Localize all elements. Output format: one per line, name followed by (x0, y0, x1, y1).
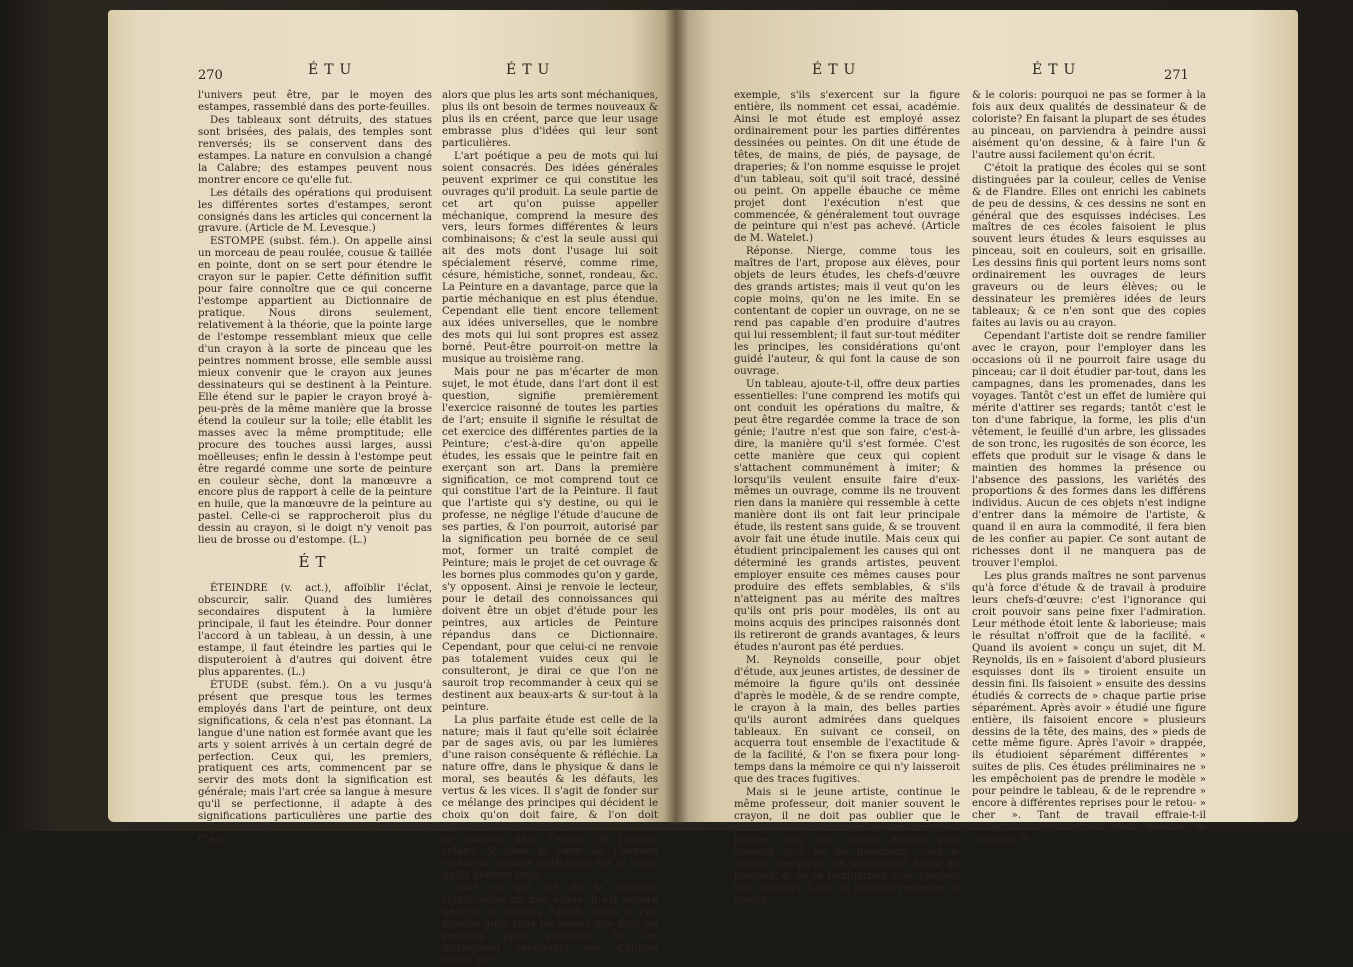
paragraph: exemple, s'ils s'exercent sur la figure entière, ils nomment cet essai, académie. Ainsi le mot étude est employé assez ordinairement pour les parties différentes dessinées ou peintes. On dit une étude de têtes, de mains, de piés, de paysage, de draperies; & l'on nomme esquisse le projet d'un tableau, soit qu'il soit tracé, dessiné ou peint. On appelle ébauche ce même projet dont l'exécution n'est que commencée, & généralement tout ouvrage de peinture qui n'est pas achevé. (Article de M. Watelet.) (734, 90, 960, 245)
paragraph: ÉTEINDRE (v. act.), affoiblir l'éclat, obscurcir, salir. Quand des lumières secondaires disputent à la lumière principale, il faut les éteindre. Pour donner l'accord à un tableau, à un dessin, à une estampe, il faut éteindre les parties qui le disputeroient à d'autres qui doivent être plus apparentes. (L.) (198, 583, 432, 678)
paragraph: C'étoit la pratique des écoles qui se sont distinguées par la couleur, celles de Venise & de Flandre. Elles ont enrichi les cabinets de peu de dessins, & ces dessins ne sont en général que des esquisses indécises. Les maîtres de ces écoles faisoient le plus souvent leurs études & leurs esquisses au pinceau, soit en couleurs, soit en grisaille. Les dessins finis qui portent leurs noms sont ordinairement les ouvrages de leurs graveurs ou de leurs élèves; ou le dessinateur les premières idées de leurs tableaux; & ce n'en sont que des copies faites au lavis ou au crayon. (972, 162, 1206, 330)
paragraph: Pour ce qui est de la seconde signification du mot étude, il est encore général à certains égards; mais il s'en appelle ainsi tous les essais que font les peintres pour s'exercer, ils les distinguent cependant par d'autres noms: par (442, 882, 658, 966)
paragraph: Un tableau, ajoute-t-il, offre deux parties essentielles: l'une comprend les motifs qui ont conduit les opérations du maître, & peut être regardée comme la trace de son génie; l'autre n'est que son faire, c'est-à-dire, la manière qu'il s'est formée. C'est cette manière que ceux qui copient s'attachent communément à imiter; & lorsqu'ils veulent ensuite faire d'eux-mêmes un ouvrage, comme ils ne trouvent rien dans la manière qui ressemble à cette manière dont ils ont fait leur principale étude, ils restent sans guide, & se trouvent avoir fait une étude inutile. Mais ceux qui étudient principalement les causes qui ont déterminé les grands artistes, peuvent employer ensuite ces mêmes causes pour produire des effets semblables, & s'ils n'atteignent pas au mérite des maîtres qu'ils ont pris pour modèles, ils ont au moins acquis des principes raisonnés dont ils retireront de grands avantages, & leurs études n'auront pas été perdues. (734, 378, 960, 653)
paragraph: Des tableaux sont détruits, des statues sont brisées, des palais, des temples sont renversés; ils se conservent dans des estampes. La nature en convulsion a changé la Calabre; des estampes peuvent nous montrer encore ce qu'elle fut. (198, 114, 432, 186)
paragraph: ESTOMPE (subst. fém.). On appelle ainsi un morceau de peau roulée, cousue & taillée en pointe, dont on se sert pour étendre le crayon sur le papier. Cette définition suffit pour faire connoître que ce qui concerne l'estompe appartient au Dictionnaire de pratique. Nous dirons seulement, relativement à la théorie, que la pointe large de l'estompe ressemblant mieux que celle d'un crayon à la sorte de pinceau que les peintres nomment brosse, elle semble aussi mieux convenir que le crayon aux jeunes dessinateurs qui se destinent à la Peinture. Elle étend sur le papier le crayon broyé à-peu-près de la même manière que la brosse étend la couleur sur la toile; elle établit les masses avec la même promptitude; elle procure des touches aussi larges, aussi moëlleuses; enfin le dessin à l'estompe peut être regardé comme une sorte de peinture en couleur sèche, dont la manœuvre a encore plus de rapport à celle de la peinture en huile, que la manœuvre de la peinture au pastel. Celle-ci se rapprocheroit plus du dessin au crayon, si le doigt n'y venoit pas lieu de brosse ou d'estompe. (L.) (198, 236, 432, 547)
paragraph: Les détails des opérations qui produisent les différentes sortes d'estampes, seront consignés dans les articles qui concernent la gravure. (Article de M. Levesque.) (198, 187, 432, 235)
paragraph: l'univers peut être, par le moyen des estampes, rassemblé dans des porte-feuilles. (198, 90, 432, 113)
paragraph: alors que plus les arts sont méchaniques, plus ils ont besoin de termes nouveaux & plus ils en créent, parce que leur usage embrasse plus d'idées qui leur sont particulières. (442, 90, 658, 149)
page-number-left: 270 (198, 68, 223, 83)
paragraph: Mais si le jeune artiste, continue le même professeur, doit manier souvent le crayon, il ne doit pas oublier que le pinceau est l'instrument de son art. Qu'il peigne donc ses études encore plus souvent qu'il ne les dessinera: c'est le moyen d'acquérir un maniement facile du pinceau, & de se familiariser avec l'emploi des couleurs. L'art de peindre renferme le dessin (734, 787, 960, 906)
paragraph: L'art poétique a peu de mots qui lui soient consacrés. Des idées générales peuvent exprimer ce qui constitue les ouvrages qu'il produit. La seule partie de cet art qu'on puisse appeller méchanique, comprend la mesure des vers, leurs formes différentes & leurs combinaisons; & c'est la seule aussi qui ait des mots dont l'usage lui soit spécialement réservé, comme rime, césure, hémistiche, sonnet, rondeau, &c. La Peinture en a davantage, parce que la partie méchanique en est plus étendue. Cependant elle tient encore tellement aux idées universelles, que le nombre des mots qui lui sont propres est assez borné. Peut-être pourroit-on mettre la musique au troisième rang. (442, 150, 658, 365)
running-head-left-b: ÉTU (506, 62, 556, 78)
page-number-right: 271 (1164, 68, 1189, 83)
paragraph: Les plus grands maîtres ne sont parvenus qu'à force d'étude & de travail à produire leurs chefs-d'œuvre: c'est l'ignorance qui croit pouvoir sans peine fixer l'admiration. Leur méthode étoit lente & laborieuse; mais le résultat n'offroit que de la facilité. « Quand ils avoient » conçu un sujet, dit M. Reynolds, ils en » faisoient d'abord plusieurs esquisses dont ils » tiroient ensuite un dessin fini. Ils faisoient » ensuite des dessins étudiés & corrects de » chaque partie prise séparément. Après avoir » étudié une figure entière, ils faisoient encore » plusieurs dessins de la tête, des mains, des » pieds de cette même figure. Après l'avoir » drappée, ils étudioient séparément différentes » suites de plis. Ces études préliminaires ne » les empêchoient pas de prendre le modèle » pour peindre le tableau, & de le reprendre » encore à différentes reprises pour le retou- » cher ». Tant de travail effraie-t-il l'imagination? un mot doit rendre le courage: le (972, 571, 1206, 846)
running-head-right-a: ÉTU (812, 62, 862, 78)
paragraph: M. Reynolds conseille, pour objet d'étude, aux jeunes artistes, de dessiner de mémoire la figure qu'ils ont dessinée d'après le modèle, & de se rendre compte, le crayon à la main, des belles parties qu'ils auront admirées dans quelques tableaux. En suivant ce conseil, on acquerra tout ensemble de l'exactitude & de la facilité, & l'on se fixera pour long-temps dans la mémoire ce qui n'y laisseroit que des traces fugitives. (734, 654, 960, 786)
running-head-left-a: ÉTU (308, 62, 358, 78)
left-column-1 (198, 90, 432, 847)
right-column-1 (734, 90, 960, 906)
left-column-2 (442, 90, 658, 966)
paragraph: Réponse. Nierge, comme tous les maîtres de l'art, propose aux élèves, pour objets de leurs études, les chefs-d'œuvre des grands artistes; mais il veut qu'on les copie moins, qu'on ne les imite. En se contentant de copier un ouvrage, on ne se rend pas capable d'en produire d'autres qui lui ressemblent; il faut sur-tout méditer les principes, les considérations qu'ont guidé l'auteur, & qui font la cause de son ouvrage. (734, 246, 960, 377)
paragraph: La plus parfaite étude est celle de la nature; mais il faut qu'elle soit éclairée par de sages avis, ou par les lumières d'une raison conséquente & réfléchie. La nature offre, dans le physique & dans le moral, ses beautés & les défauts, les vertus & les vices. Il s'agit de fonder sur ce mélange des principes qui décident le choix qu'on doit faire, & l'on doit s'attacher à les rendre si solides, qu'ils ne laissent dans l'esprit de l'artiste éclairé & dans le cœur de l'homme vertueux, aucune indécision sur la route qu'ils doivent tenir. (442, 714, 658, 881)
right-page (676, 10, 1298, 906)
paragraph: Mais pour ne pas m'écarter de mon sujet, le mot étude, dans l'art dont il est question, signifie premièrement l'exercice raisonné de toutes les parties de l'art; ensuite il signifie le résultat de cet exercice des différentes parties de la Peinture; c'est-à-dire qu'on appelle études, les essais que le peintre fait en exerçant son art. Dans la première signification, ce mot comprend tout ce qui constitue l'art de la Peinture. Il faut que l'artiste qui s'y destine, ou qui le professe, ne néglige l'étude d'aucune de ses parties, & l'on pourroit, autorisé par la signification peu bornée de ce seul mot, former un traité complet de Peinture; mais le projet de cet ouvrage & les bornes plus commodes qu'on y garde, s'y opposent. Ainsi je renvoie le lecteur, pour le detail des connoissances qui doivent être un objet d'étude pour les peintres, aux articles de Peinture répandus dans ce Dictionnaire. Cependant, pour que celui-ci ne renvoie pas totalement vuides ceux qui le consulteront, je dirai ce que l'on ne sauroit trop recommander à ceux qui se destinent aux beaux-arts & sur-tout à la peinture. (442, 366, 658, 713)
section-heading: ÉT (298, 553, 332, 572)
right-column-2 (972, 90, 1206, 846)
running-head-right-b: ÉTU (1032, 62, 1082, 78)
left-page (108, 10, 676, 966)
paragraph: & le coloris: pourquoi ne pas se former à la fois aux deux qualités de dessinateur & de coloriste? En faisant la plupart de ses études au pinceau, on parviendra à peindre aussi aisément qu'on dessine, & à faire l'un & l'autre aussi facilement qu'on écrit. (972, 90, 1206, 161)
paragraph: ÉTUDE (subst. fém.). On a vu jusqu'à présent que presque tous les termes employés dans l'art de peinture, ont deux significations, & cela n'est pas étonnant. La langue d'une nation est formée avant que les arts y soient arrivés à un certain degré de perfection. Ceux qui, les premiers, pratiquent ces arts, commencent par se servir des mots dont la signification est générale; mais l'art crée sa langue à mesure qu'il se perfectionne, il adapte à des significations particulières une partie des expressions générales; enfin il en invente. C'est (198, 679, 432, 847)
book-gutter (664, 8, 688, 824)
paragraph: Cependant l'artiste doit se rendre familier avec le crayon, pour l'employer dans les occasions où il ne pourroit faire usage du pinceau; car il doit étudier par-tout, dans les campagnes, dans les promenades, dans les voyages. Tantôt c'est un effet de lumière qui mérite d'attirer ses regards; tantôt c'est le ton d'une fabrique, la forme, les plis d'un vêtement, le feuillé d'un arbre, les glissades de son tronc, les rugosités de son écorce, les effets que produit sur le visage & dans le maintien des hommes la présence ou l'absence des passions, les variétés des proportions & des formes dans les différens individus. Aucun de ces objets n'est indigne d'entrer dans la mémoire de l'artiste, & quand il en aura la commodité, il fera bien de les confier au papier. Ce sont autant de richesses dont il ne manquera pas de trouver l'emploi. (972, 331, 1206, 570)
